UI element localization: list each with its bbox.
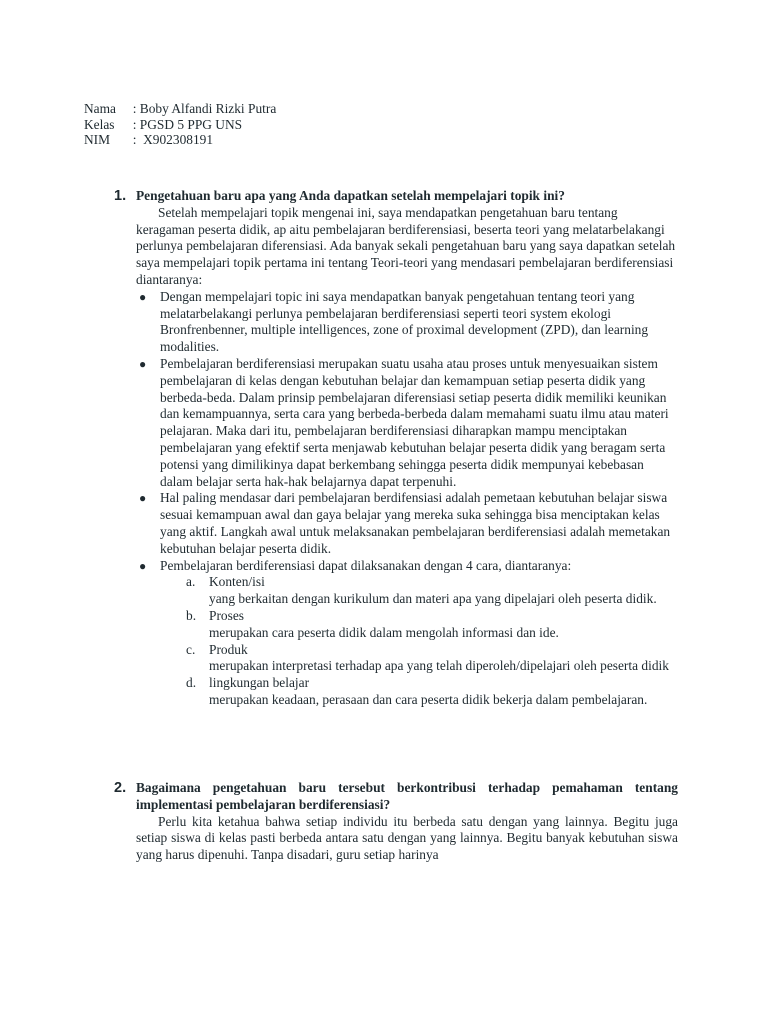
question-number: 1.: [114, 188, 127, 204]
list-item: [186, 574, 678, 608]
list-item: [136, 356, 678, 490]
bullet-text: Pembelajaran berdiferensiasi dapat dilaksanakan dengan 4 cara, diantaranya:: [160, 557, 572, 573]
list-letter: c.: [186, 641, 196, 657]
way-title: Konten/isi: [209, 574, 265, 590]
identity-label: NIM: [84, 132, 111, 147]
question-1-section: [114, 188, 678, 709]
question-2-answer: Perlu kita ketahua bahwa setiap individu itu berbeda satu dengan yang lainnya. Begitu juga setiap siswa di kelas pasti berbeda antara satu dengan yang lainnya. Begitu banyak kebutuhan siswa yang harus dipenuhi. Tanpa disadari, guru setiap harinya: [136, 813, 678, 863]
identity-value: : PGSD 5 PPG UNS: [126, 116, 243, 132]
list-item: [136, 289, 678, 356]
list-item: [186, 608, 678, 642]
list-item: [186, 642, 678, 676]
list-item: [136, 558, 678, 709]
identity-value: : X902308191: [126, 132, 214, 147]
question-number: 2.: [114, 780, 127, 796]
list-letter: d.: [186, 675, 197, 691]
identity-class-row: [84, 117, 276, 133]
way-title: Produk: [209, 641, 248, 657]
bullet-icon: ●: [139, 356, 147, 371]
question-1-text: Pengetahuan baru apa yang Anda dapatkan setelah mempelajari topik ini?: [136, 188, 565, 203]
question-2-text: Bagaimana pengetahuan baru tersebut berkontribusi terhadap pemahaman tentang implementasi pembelajaran berdiferensiasi?: [136, 780, 678, 812]
identity-name-row: [84, 101, 276, 117]
bullet-text: Dengan mempelajari topic ini saya mendapatkan banyak pengetahuan tentang teori yang melatarbelakangi perlunya pembelajaran berdiferensiasi seperti teori system ekologi Bronfrenbenner, multiple intelligences, zone of proximal development (ZPD), dan learning modalities.: [160, 288, 649, 355]
list-item: [186, 675, 678, 709]
bullet-icon: ●: [139, 491, 147, 506]
ways-list: [186, 574, 678, 708]
identity-label: Nama: [84, 101, 116, 116]
way-title: Proses: [209, 607, 244, 623]
question-1-bullet-list: [136, 289, 678, 709]
way-description: merupakan keadaan, perasaan dan cara peserta didik bekerja dalam pembelajaran.: [209, 691, 648, 707]
list-item: [136, 490, 678, 557]
way-description: merupakan cara peserta didik dalam mengolah informasi dan ide.: [209, 624, 559, 640]
question-1-intro: Setelah mempelajari topik mengenai ini, saya mendapatkan pengetahuan baru tentang keragaman peserta didik, ap aitu pembelajaran berdiferensiasi, beserta teori yang melatarbelakangi perlunya pembelajaran diferensiasi. Ada banyak sekali pengetahuan baru yang saya dapatkan setelah saya mempelajari topik pertama ini tentang Teori-teori yang mendasari pembelajaran berdiferensiasi diantaranya:: [136, 204, 676, 287]
question-2-section: [114, 780, 678, 864]
bullet-text: Hal paling mendasar dari pembelajaran berdifensiasi adalah pemetaan kebutuhan belajar siswa sesuai kemampuan awal dan gaya belajar yang mereka suka sehingga bisa menciptakan kelas yang aktif. Langkah awal untuk melaksanakan pembelajaran berdiferensiasi adalah memetakan kebutuhan belajar peserta didik.: [160, 490, 671, 556]
identity-label: Kelas: [84, 116, 115, 132]
bullet-icon: ●: [139, 558, 147, 573]
bullet-text: Pembelajaran berdiferensiasi merupakan suatu usaha atau proses untuk menyesuaikan sistem pembelajaran di kelas dengan kebutuhan belajar dan kemampuan setiap peserta didik yang berbeda-beda. Dalam prinsip pembelajaran diferensiasi setiap peserta didik memiliki keunikan dan kemampuannya, serta cara yang berbeda-berbeda dalam memahami suatu ilmu atau materi pelajaran. Maka dari itu, pembelajaran berdiferensiasi diharapkan mampu menciptakan pembelajaran yang efektif serta menjawab kebutuhan belajar peserta didik yang beragam serta potensi yang dimilikinya dapat berkembang sehingga peserta didik mempunyai kebebasan dalam belajar serta hak-hak belajarnya dapat terpenuhi.: [160, 355, 669, 489]
student-identity: [84, 101, 276, 148]
way-description: yang berkaitan dengan kurikulum dan materi apa yang dipelajari oleh peserta didik.: [209, 591, 657, 607]
list-letter: a.: [186, 574, 196, 590]
list-letter: b.: [186, 607, 197, 623]
way-title: lingkungan belajar: [209, 675, 310, 691]
identity-value: : Boby Alfandi Rizki Putra: [126, 101, 277, 116]
bullet-icon: ●: [139, 289, 147, 304]
way-description: merupakan interpretasi terhadap apa yang telah diperoleh/dipelajari oleh peserta didik: [209, 658, 669, 674]
identity-nim-row: [84, 132, 276, 148]
